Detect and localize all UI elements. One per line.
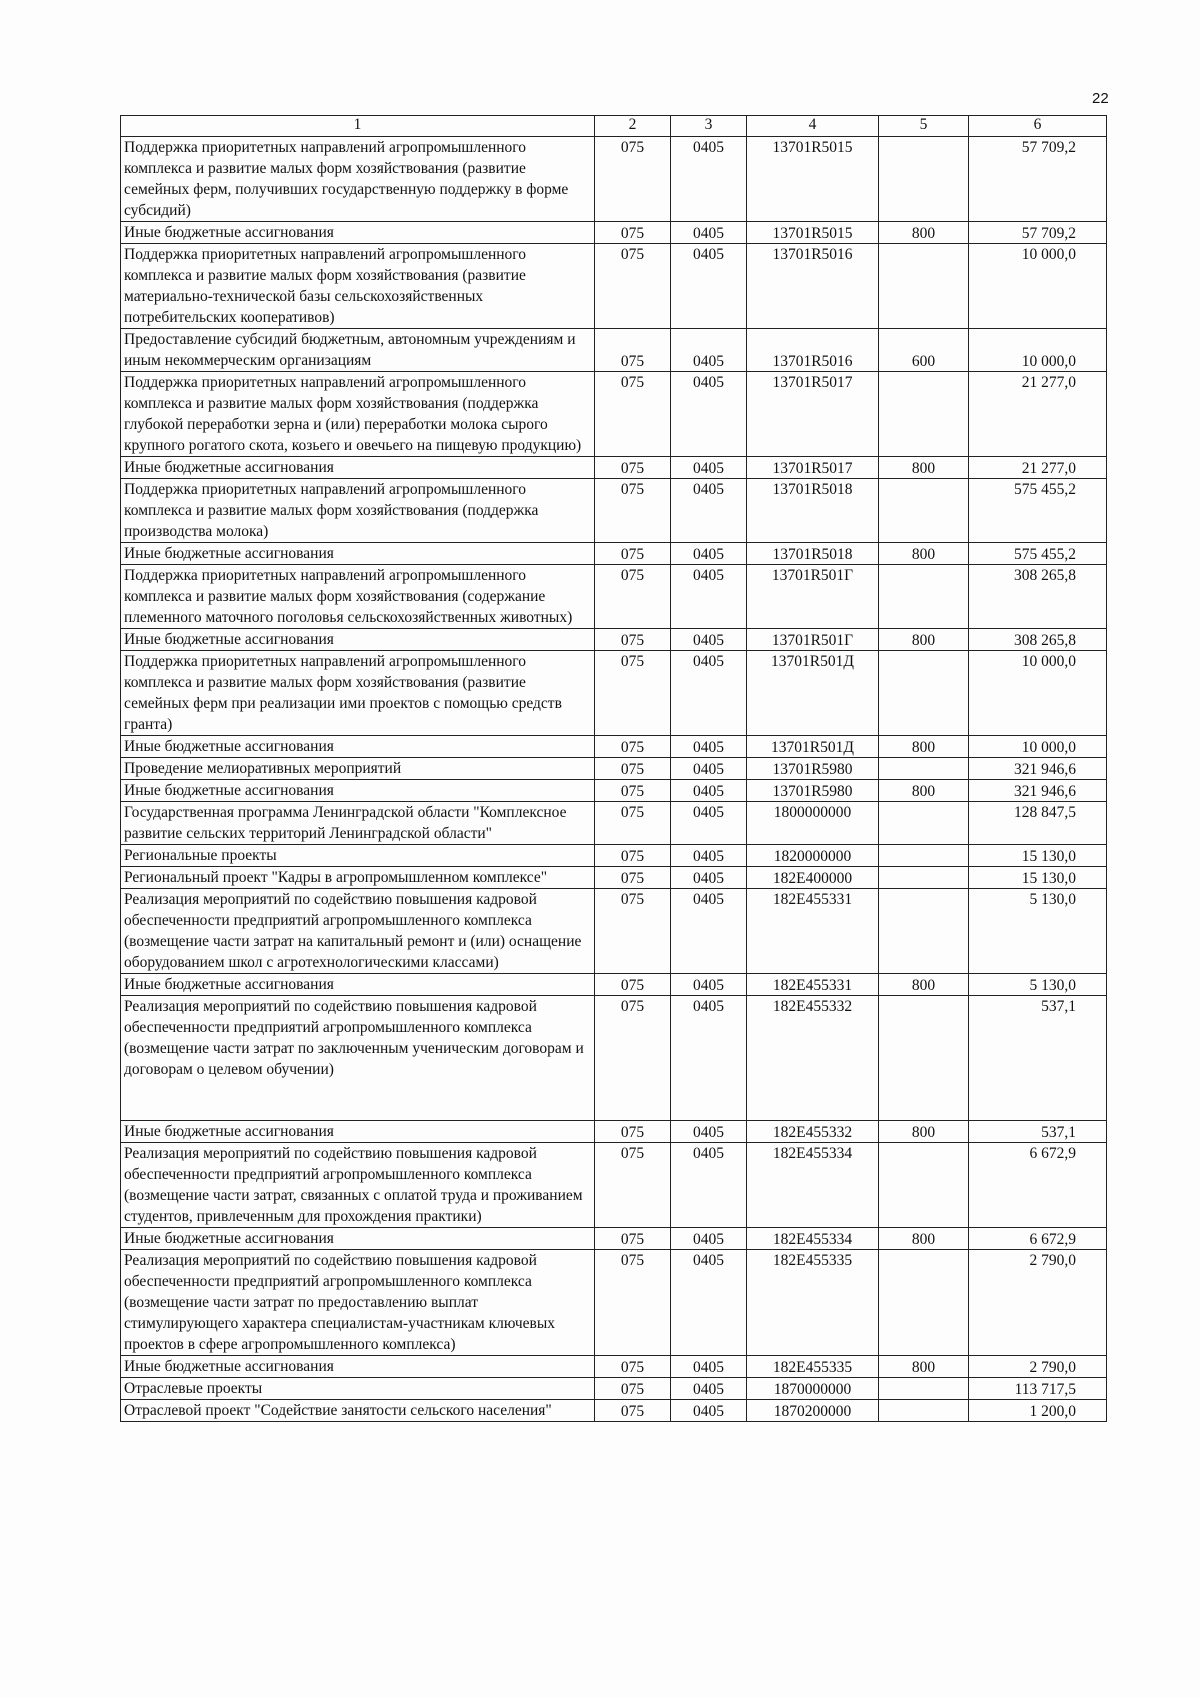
- row-gr-cell: 075: [595, 889, 671, 974]
- row-rzpr-cell: 0405: [671, 244, 747, 329]
- row-vr-cell: [879, 802, 969, 845]
- table-row: [121, 1356, 1107, 1378]
- row-gr-cell: 075: [595, 629, 671, 651]
- row-sum-cell: 10 000,0: [969, 736, 1107, 758]
- row-rzpr-cell: 0405: [671, 651, 747, 736]
- row-gr-cell: 075: [595, 867, 671, 889]
- row-gr-cell: 075: [595, 1143, 671, 1228]
- row-csr-cell: 13701R5016: [747, 329, 879, 372]
- row-csr-cell: 182Е455335: [747, 1250, 879, 1356]
- row-vr-cell: 800: [879, 1121, 969, 1143]
- row-name-cell: Реализация мероприятий по содействию повышения кадровой обеспеченности предприятий агропромышленного комплекса (возмещение части затрат по предоставлению выплат стимулирующего характера специалистам-участникам ключевых проектов в сфере агропромышленного комплекса): [121, 1250, 595, 1356]
- page-number: 22: [1092, 90, 1109, 107]
- table-row: [121, 329, 1107, 372]
- row-name-cell: Поддержка приоритетных направлений агропромышленного комплекса и развитие малых форм хозяйствования (поддержка глубокой переработки зерна и (или) переработки молока сырого крупного рогатого скота, козьего и овечьего на пищевую продукцию): [121, 372, 595, 457]
- row-rzpr-cell: 0405: [671, 1121, 747, 1143]
- row-sum-cell: 15 130,0: [969, 867, 1107, 889]
- table-row: [121, 372, 1107, 457]
- table-row: [121, 1143, 1107, 1228]
- row-rzpr-cell: 0405: [671, 736, 747, 758]
- row-sum-cell: 57 709,2: [969, 222, 1107, 244]
- row-name-cell: Реализация мероприятий по содействию повышения кадровой обеспеченности предприятий агропромышленного комплекса (возмещение части затрат, связанных с оплатой труда и проживанием студентов, привлеченным для прохождения практики): [121, 1143, 595, 1228]
- row-gr-cell: 075: [595, 974, 671, 996]
- row-rzpr-cell: 0405: [671, 565, 747, 629]
- row-csr-cell: 182Е455331: [747, 974, 879, 996]
- row-csr-cell: 182Е455331: [747, 889, 879, 974]
- row-name-cell: Иные бюджетные ассигнования: [121, 629, 595, 651]
- row-gr-cell: 075: [595, 543, 671, 565]
- row-csr-cell: 13701R501Д: [747, 651, 879, 736]
- row-vr-cell: 800: [879, 1228, 969, 1250]
- row-vr-cell: [879, 137, 969, 222]
- column-header: 2: [595, 116, 671, 137]
- row-rzpr-cell: 0405: [671, 867, 747, 889]
- row-sum-cell: 15 130,0: [969, 845, 1107, 867]
- table-row: [121, 802, 1107, 845]
- row-name-cell: Иные бюджетные ассигнования: [121, 1228, 595, 1250]
- row-gr-cell: 075: [595, 479, 671, 543]
- row-sum-cell: 537,1: [969, 996, 1107, 1121]
- column-header: 3: [671, 116, 747, 137]
- row-name-cell: Поддержка приоритетных направлений агропромышленного комплекса и развитие малых форм хозяйствования (поддержка производства молока): [121, 479, 595, 543]
- row-sum-cell: 113 717,5: [969, 1378, 1107, 1400]
- row-csr-cell: 182Е455335: [747, 1356, 879, 1378]
- row-gr-cell: 075: [595, 780, 671, 802]
- row-sum-cell: 10 000,0: [969, 244, 1107, 329]
- row-name-cell: Реализация мероприятий по содействию повышения кадровой обеспеченности предприятий агропромышленного комплекса (возмещение части затрат по заключенным ученическим договорам и договорам о целевом обучении): [121, 996, 595, 1121]
- row-rzpr-cell: 0405: [671, 845, 747, 867]
- table-row: [121, 137, 1107, 222]
- row-gr-cell: 075: [595, 1400, 671, 1422]
- row-csr-cell: 1820000000: [747, 845, 879, 867]
- row-sum-cell: 575 455,2: [969, 543, 1107, 565]
- row-gr-cell: 075: [595, 845, 671, 867]
- row-csr-cell: 13701R501Г: [747, 565, 879, 629]
- table-row: [121, 1228, 1107, 1250]
- row-name-cell: Иные бюджетные ассигнования: [121, 222, 595, 244]
- column-header: 4: [747, 116, 879, 137]
- row-gr-cell: 075: [595, 1250, 671, 1356]
- row-gr-cell: 075: [595, 565, 671, 629]
- table-row: [121, 867, 1107, 889]
- row-vr-cell: 600: [879, 329, 969, 372]
- row-rzpr-cell: 0405: [671, 758, 747, 780]
- row-sum-cell: 2 790,0: [969, 1356, 1107, 1378]
- table-row: [121, 996, 1107, 1121]
- row-rzpr-cell: 0405: [671, 802, 747, 845]
- table-row: [121, 457, 1107, 479]
- row-rzpr-cell: 0405: [671, 1356, 747, 1378]
- row-name-cell: Отраслевые проекты: [121, 1378, 595, 1400]
- row-name-cell: Предоставление субсидий бюджетным, автономным учреждениям и иным некоммерческим организациям: [121, 329, 595, 372]
- row-vr-cell: [879, 372, 969, 457]
- row-sum-cell: 57 709,2: [969, 137, 1107, 222]
- row-vr-cell: 800: [879, 222, 969, 244]
- row-vr-cell: [879, 479, 969, 543]
- table-row: [121, 736, 1107, 758]
- table-row: [121, 244, 1107, 329]
- row-sum-cell: 5 130,0: [969, 974, 1107, 996]
- row-rzpr-cell: 0405: [671, 780, 747, 802]
- table-row: [121, 780, 1107, 802]
- row-vr-cell: [879, 651, 969, 736]
- row-csr-cell: 13701R501Д: [747, 736, 879, 758]
- row-rzpr-cell: 0405: [671, 479, 747, 543]
- row-name-cell: Поддержка приоритетных направлений агропромышленного комплекса и развитие малых форм хозяйствования (развитие семейных ферм при реализации ими проектов с помощью средств гранта): [121, 651, 595, 736]
- table-row: [121, 845, 1107, 867]
- table-row: [121, 629, 1107, 651]
- row-csr-cell: 13701R5015: [747, 222, 879, 244]
- row-rzpr-cell: 0405: [671, 1378, 747, 1400]
- row-sum-cell: 575 455,2: [969, 479, 1107, 543]
- table-row: [121, 543, 1107, 565]
- row-sum-cell: 2 790,0: [969, 1250, 1107, 1356]
- row-csr-cell: 13701R5017: [747, 457, 879, 479]
- row-name-cell: Иные бюджетные ассигнования: [121, 457, 595, 479]
- row-gr-cell: 075: [595, 758, 671, 780]
- row-rzpr-cell: 0405: [671, 137, 747, 222]
- row-name-cell: Поддержка приоритетных направлений агропромышленного комплекса и развитие малых форм хозяйствования (развитие семейных ферм, получивших государственную поддержку в форме субсидий): [121, 137, 595, 222]
- row-name-cell: Реализация мероприятий по содействию повышения кадровой обеспеченности предприятий агропромышленного комплекса (возмещение части затрат на капитальный ремонт и (или) оснащение оборудованием школ с агротехнологическими классами): [121, 889, 595, 974]
- row-vr-cell: 800: [879, 457, 969, 479]
- row-sum-cell: 308 265,8: [969, 629, 1107, 651]
- row-rzpr-cell: 0405: [671, 1250, 747, 1356]
- row-vr-cell: 800: [879, 629, 969, 651]
- row-csr-cell: 13701R5980: [747, 780, 879, 802]
- row-csr-cell: 1870200000: [747, 1400, 879, 1422]
- row-rzpr-cell: 0405: [671, 457, 747, 479]
- row-name-cell: Иные бюджетные ассигнования: [121, 780, 595, 802]
- row-gr-cell: 075: [595, 996, 671, 1121]
- row-rzpr-cell: 0405: [671, 543, 747, 565]
- row-name-cell: Иные бюджетные ассигнования: [121, 736, 595, 758]
- row-rzpr-cell: 0405: [671, 1228, 747, 1250]
- row-sum-cell: 321 946,6: [969, 758, 1107, 780]
- row-sum-cell: 128 847,5: [969, 802, 1107, 845]
- table-row: [121, 1378, 1107, 1400]
- row-csr-cell: 13701R5980: [747, 758, 879, 780]
- row-sum-cell: 321 946,6: [969, 780, 1107, 802]
- table-row: [121, 758, 1107, 780]
- row-sum-cell: 10 000,0: [969, 329, 1107, 372]
- row-csr-cell: 13701R5018: [747, 479, 879, 543]
- row-name-cell: Отраслевой проект "Содействие занятости сельского населения": [121, 1400, 595, 1422]
- row-csr-cell: 13701R5018: [747, 543, 879, 565]
- table-row: [121, 1121, 1107, 1143]
- table-row: [121, 1400, 1107, 1422]
- table-row: [121, 222, 1107, 244]
- row-vr-cell: 800: [879, 974, 969, 996]
- row-rzpr-cell: 0405: [671, 1143, 747, 1228]
- row-name-cell: Государственная программа Ленинградской области "Комплексное развитие сельских территорий Ленинградской области": [121, 802, 595, 845]
- row-gr-cell: 075: [595, 222, 671, 244]
- row-gr-cell: 075: [595, 137, 671, 222]
- table-row: [121, 889, 1107, 974]
- row-gr-cell: 075: [595, 1228, 671, 1250]
- row-csr-cell: 1870000000: [747, 1378, 879, 1400]
- table-row: [121, 565, 1107, 629]
- row-name-cell: Иные бюджетные ассигнования: [121, 543, 595, 565]
- row-vr-cell: 800: [879, 1356, 969, 1378]
- row-rzpr-cell: 0405: [671, 889, 747, 974]
- row-vr-cell: 800: [879, 543, 969, 565]
- row-sum-cell: 308 265,8: [969, 565, 1107, 629]
- row-vr-cell: [879, 889, 969, 974]
- row-vr-cell: 800: [879, 780, 969, 802]
- row-name-cell: Поддержка приоритетных направлений агропромышленного комплекса и развитие малых форм хозяйствования (содержание племенного маточного поголовья сельскохозяйственных животных): [121, 565, 595, 629]
- row-sum-cell: 1 200,0: [969, 1400, 1107, 1422]
- table-row: [121, 479, 1107, 543]
- row-rzpr-cell: 0405: [671, 329, 747, 372]
- row-gr-cell: 075: [595, 457, 671, 479]
- row-vr-cell: [879, 1400, 969, 1422]
- row-csr-cell: 182Е455334: [747, 1228, 879, 1250]
- row-name-cell: Иные бюджетные ассигнования: [121, 1356, 595, 1378]
- row-vr-cell: [879, 244, 969, 329]
- row-name-cell: Поддержка приоритетных направлений агропромышленного комплекса и развитие малых форм хозяйствования (развитие материально-технической базы сельскохозяйственных потребительских кооперативов): [121, 244, 595, 329]
- row-csr-cell: 13701R5015: [747, 137, 879, 222]
- row-sum-cell: 6 672,9: [969, 1143, 1107, 1228]
- column-header: 5: [879, 116, 969, 137]
- row-csr-cell: 182Е455334: [747, 1143, 879, 1228]
- row-rzpr-cell: 0405: [671, 222, 747, 244]
- row-name-cell: Иные бюджетные ассигнования: [121, 974, 595, 996]
- row-csr-cell: 13701R5017: [747, 372, 879, 457]
- table-row: [121, 651, 1107, 736]
- row-name-cell: Региональные проекты: [121, 845, 595, 867]
- row-sum-cell: 21 277,0: [969, 457, 1107, 479]
- row-gr-cell: 075: [595, 244, 671, 329]
- row-vr-cell: [879, 565, 969, 629]
- column-header: 1: [121, 116, 595, 137]
- row-gr-cell: 075: [595, 329, 671, 372]
- row-vr-cell: [879, 758, 969, 780]
- row-gr-cell: 075: [595, 1121, 671, 1143]
- row-vr-cell: [879, 996, 969, 1121]
- row-csr-cell: 182Е455332: [747, 996, 879, 1121]
- row-csr-cell: 182Е455332: [747, 1121, 879, 1143]
- row-sum-cell: 10 000,0: [969, 651, 1107, 736]
- row-csr-cell: 13701R501Г: [747, 629, 879, 651]
- row-vr-cell: 800: [879, 736, 969, 758]
- row-sum-cell: 6 672,9: [969, 1228, 1107, 1250]
- row-vr-cell: [879, 1250, 969, 1356]
- row-gr-cell: 075: [595, 1356, 671, 1378]
- row-sum-cell: 537,1: [969, 1121, 1107, 1143]
- row-rzpr-cell: 0405: [671, 996, 747, 1121]
- table-body: [121, 137, 1107, 1422]
- table-row: [121, 1250, 1107, 1356]
- row-name-cell: Региональный проект "Кадры в агропромышленном комплексе": [121, 867, 595, 889]
- row-csr-cell: 182Е400000: [747, 867, 879, 889]
- row-csr-cell: 13701R5016: [747, 244, 879, 329]
- row-sum-cell: 21 277,0: [969, 372, 1107, 457]
- table-row: [121, 974, 1107, 996]
- row-name-cell: Проведение мелиоративных мероприятий: [121, 758, 595, 780]
- row-rzpr-cell: 0405: [671, 629, 747, 651]
- row-gr-cell: 075: [595, 651, 671, 736]
- column-header: 6: [969, 116, 1107, 137]
- row-vr-cell: [879, 867, 969, 889]
- row-vr-cell: [879, 1378, 969, 1400]
- table-header: [121, 116, 1107, 137]
- row-rzpr-cell: 0405: [671, 372, 747, 457]
- row-rzpr-cell: 0405: [671, 1400, 747, 1422]
- row-sum-cell: 5 130,0: [969, 889, 1107, 974]
- row-gr-cell: 075: [595, 372, 671, 457]
- row-gr-cell: 075: [595, 802, 671, 845]
- row-vr-cell: [879, 845, 969, 867]
- row-gr-cell: 075: [595, 736, 671, 758]
- row-gr-cell: 075: [595, 1378, 671, 1400]
- row-name-cell: Иные бюджетные ассигнования: [121, 1121, 595, 1143]
- row-csr-cell: 1800000000: [747, 802, 879, 845]
- row-rzpr-cell: 0405: [671, 974, 747, 996]
- row-vr-cell: [879, 1143, 969, 1228]
- budget-table: [120, 115, 1107, 1422]
